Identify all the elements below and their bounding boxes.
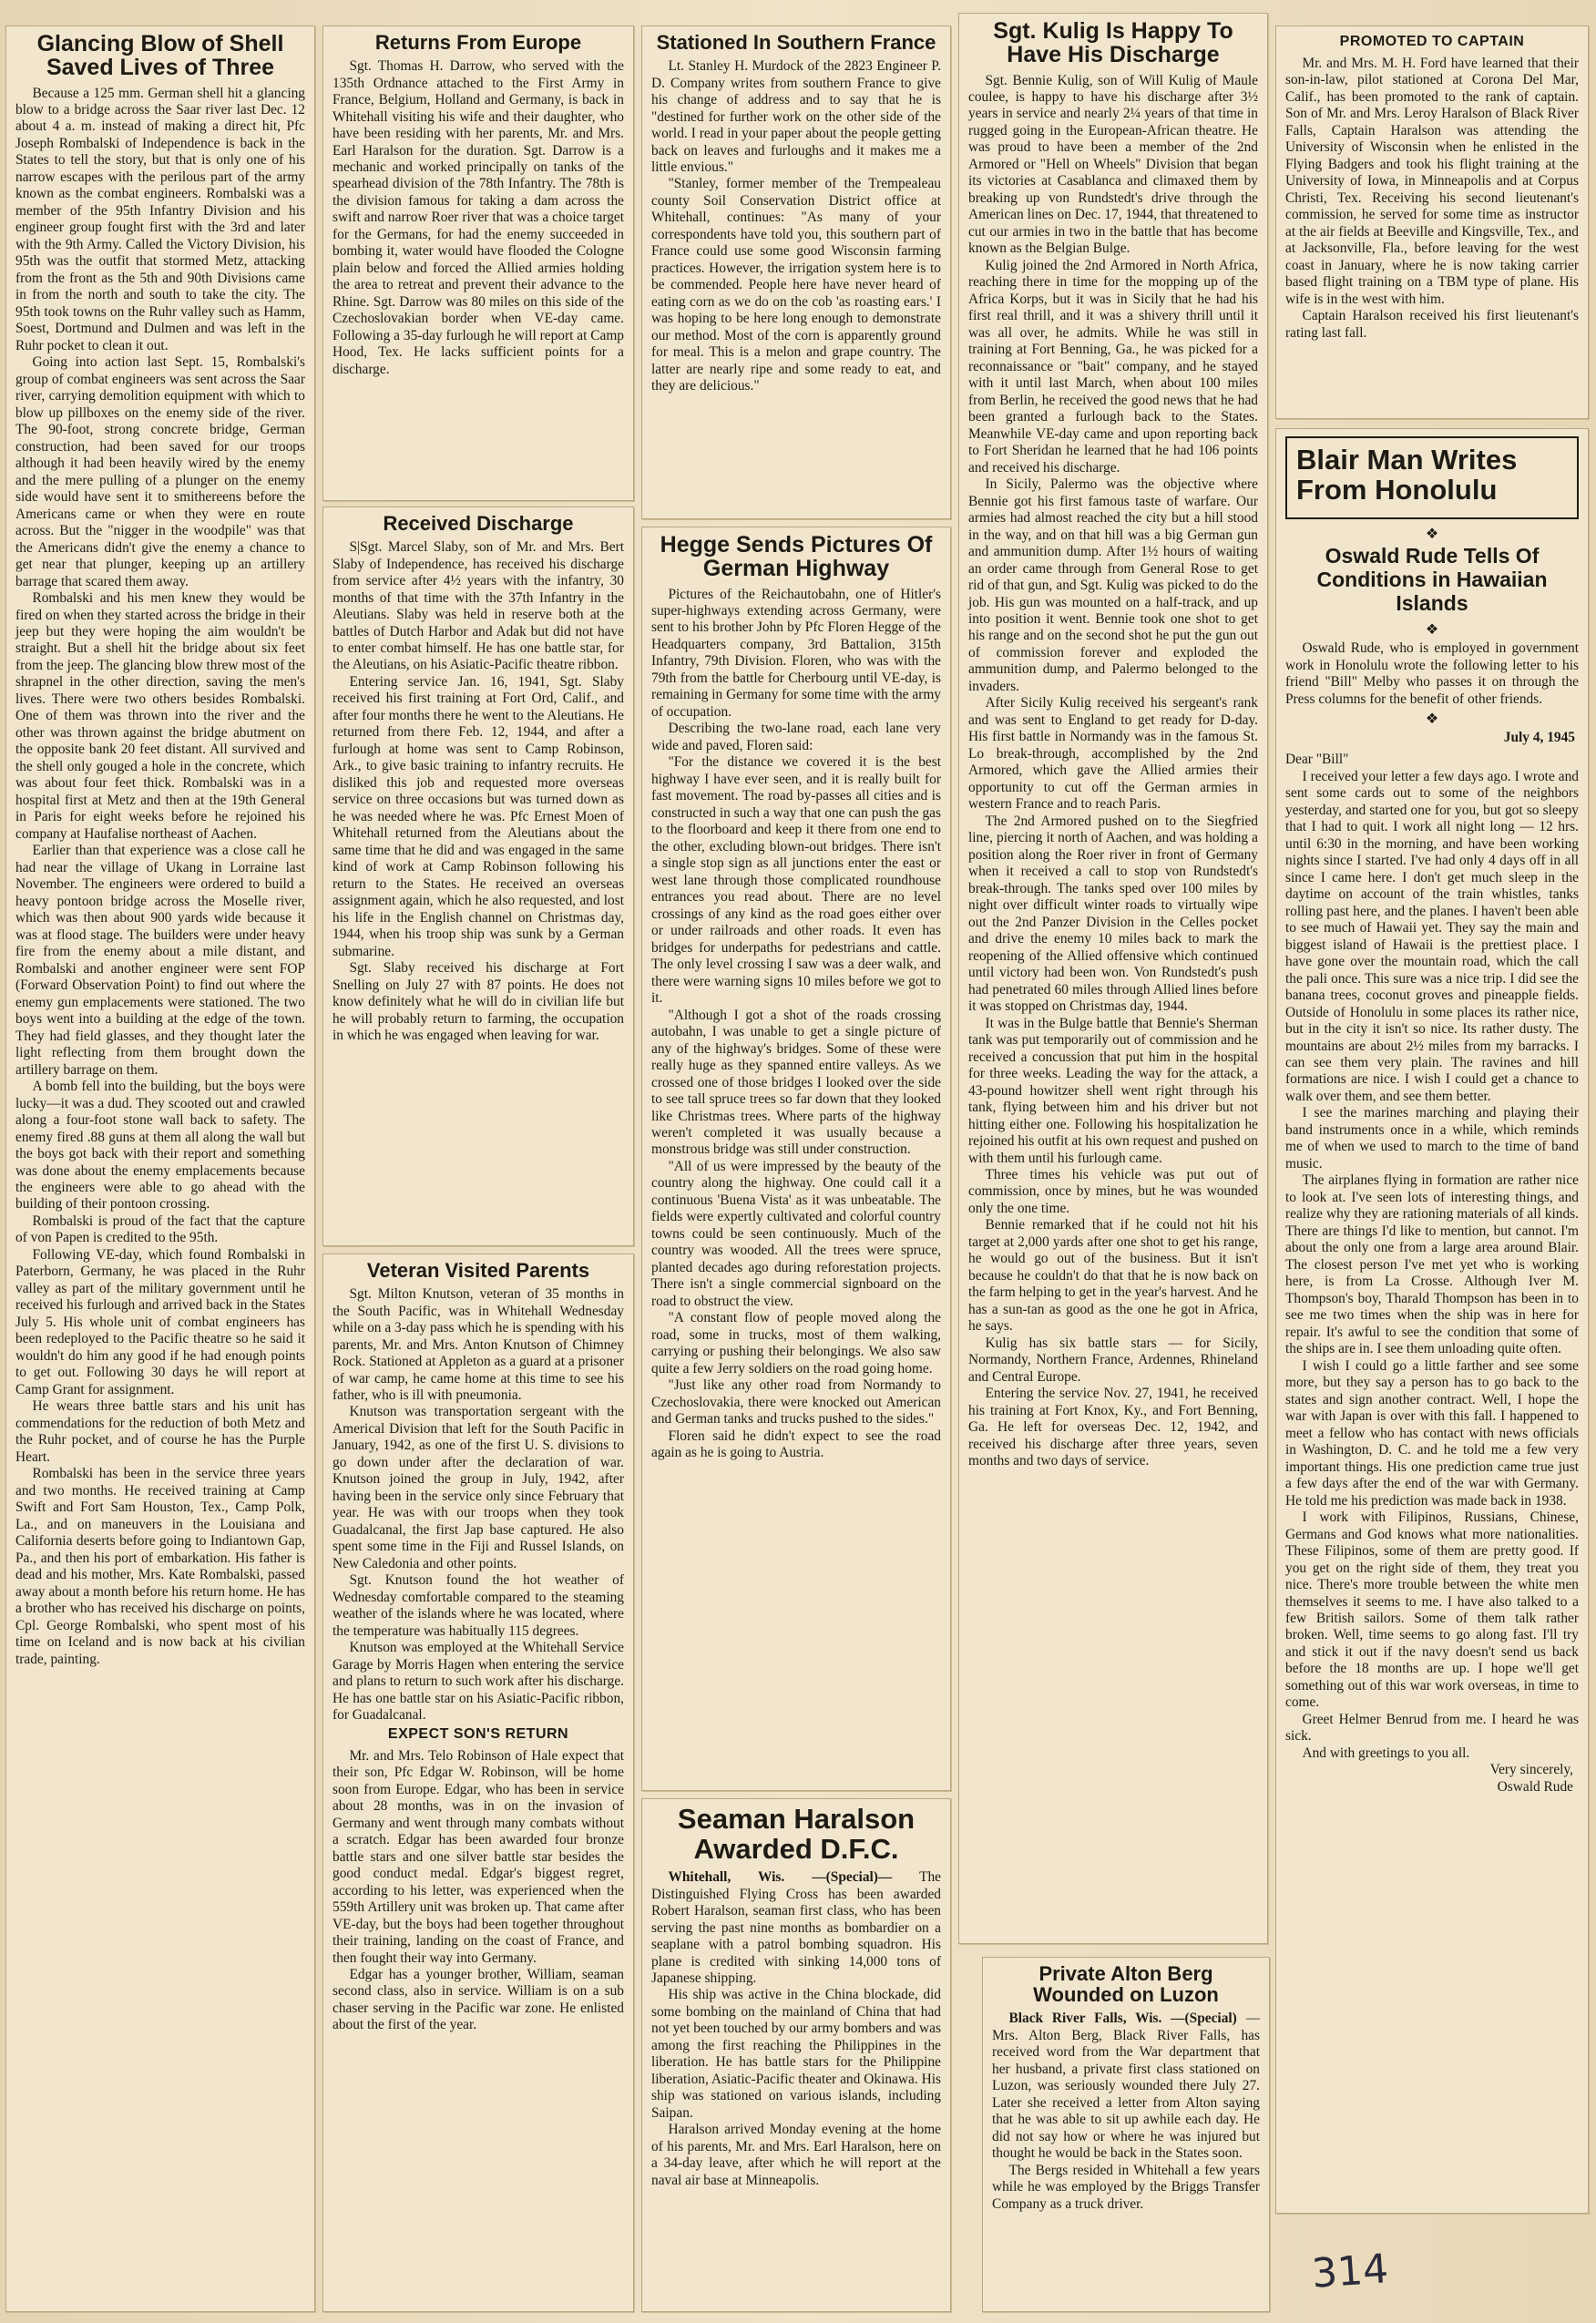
paragraph: Sgt. Thomas H. Darrow, who served with the 135th Ordnance attached to the First Army in France, Belgium, Holland and Germany, is back in Whitehall visiting his wife and their daughter, who have been residing with her parents, Mr. and Mrs. Earl Haralson for the duration. Sgt. Darrow is a mechanic and worked principally on tanks of the spearhead division of the 78th Infantry. The 78th is the division famous for taking a dam across the swift and narrow Roer river that was a choice target for the Germans, for had the enemy succeeded in bombing it, water would have flooded the Cologne plain below and forced the Allied armies holding the area to retreat and prevent their advance to the Rhine. Sgt. Darrow was 80 miles on this side of the Czechoslovakian border when VE-day came. Following a 35-day furlough he will report at Camp Hood, Tex. He lacks sufficient points for a discharge. — [332, 58, 624, 377]
paragraph: I received your letter a few days ago. I wrote and sent some cards out to some of the neighbors yesterday, and started one for you, but got so sleepy that I had to quit. I work all night long — 12 hrs. until 6:30 in the morning, and have been working nights since I started. I've had only 4 days off in all since I came here. I don't get much sleep in the daytime on account of the train whistles, tanks rolling past here, and the planes. I haven't been able to see much of Hawaii yet. They say the main and biggest island of Hawaii is the prettiest place. I have gone over the mountain road, which the call the pali once. This sure was a nice trip. I did see the banana trees, coconut groves and pineapple fields. Outside of Honolulu in some places its rather nice, but in the city it isn't so nice. Its rather dusty. The mountains are about 2½ miles from my barracks. I can see them very plain. The ravines and hill formations are nice. I wish I could get a chance to walk over them, and see them better. — [1285, 768, 1579, 1104]
paragraph: Edgar has a younger brother, William, seaman second class, also in service. William is on a sub chaser serving in the Pacific war zone. He enlisted about the first of the year. — [332, 1966, 624, 2033]
paragraph: I work with Filipinos, Russians, Chinese, Germans and God knows what more nationalities. These Filipinos, some of them are pretty good. If you get on the right side of them, they treat you nice. There's more trouble between the white men themselves it seems to me. I have also talked to a few British sailors. Some of them talk rather broken. Well, time seems to go along fast. I'll try and stick it out if the navy doesn't send us back before the 18 months are up. I hope we'll get something out of this war work overseas, in time to come. — [1285, 1509, 1579, 1711]
paragraph: Kulig joined the 2nd Armored in North Africa, reaching there in time for the mopping up of the Africa Korps, but it was in Sicily that he had his first real thrill, and it was a shivery thrill until it was all over, he admits. While he was still in training at Fort Benning, Ga., he was picked for a reconnaissance or "bait" company, and he stayed with it until last March, when about 100 miles from Berlin, he received the good news that he had been granted a furlough back to the States. Meanwhile VE-day came and upon reporting back to Fort Sheridan he learned that he had 106 points and received his discharge. — [968, 257, 1258, 476]
paragraph: Kulig has six battle stars — for Sicily, Normandy, Northern France, Ardennes, Rhineland and Central Europe. — [968, 1335, 1258, 1385]
paragraph — [651, 1869, 941, 1987]
paragraph-text: — Mrs. Alton Berg, Black River Falls, has received word from the War department that her husband, a private first class stationed on Luzon, was seriously wounded there July 27. Later she received a letter from Alton saying that he was able to sit up awhile each day. He did not say how or where he was injured but thought he would be back in the States soon. — [992, 2011, 1260, 2162]
paragraph: Greet Helmer Benrud from me. I heard he was sick. — [1285, 1711, 1579, 1745]
article-body — [1285, 56, 1579, 342]
signature: Oswald Rude — [1497, 1778, 1573, 1795]
article-sgt-kulig — [958, 13, 1268, 1944]
headline: Hegge Sends Pictures Of German Highway — [660, 532, 933, 582]
paragraph: Knutson was employed at the Whitehall Service Garage by Morris Hagen when entering the service and plans to return to such work after his discharge. He has one battle star on his Asiatic-Pacific ribbon, for Guadalcanal. — [332, 1640, 624, 1724]
paragraph: "For the distance we covered it is the best highway I have ever seen, and it is really built for fast movement. The road by-passes all cities and is constructed in such a way that one can push the gas to the floorboard and keep it there from one end to the other, excluding blown-out bridges. There isn't a single stop sign as all junctions enter the east or west lane through those complicated roundhouse entrances you read about. There are no level crossings of any kind as the road goes either over or under railroads and other roads. It even has bridges for underpaths for pedestrians and cattle. The only level crossing I saw was a deer walk, and there were warning signs 10 miles before we got to it. — [651, 754, 941, 1007]
paragraph: It was in the Bulge battle that Bennie's Sherman tank was put temporarily out of commission and he received a concussion that put him in the hospital for three weeks. Leading the way for the attack, a 43-pound howitzer shell went right through his tank, flying between him and his driver but not hitting either one. Following his hospitalization he rejoined his outfit at his own request and pushed on with them until his furlough came. — [968, 1015, 1258, 1166]
article-alton-berg — [982, 1957, 1270, 2312]
salutation: Dear "Bill" — [1285, 752, 1349, 768]
paragraph: "Although I got a shot of the roads crossing autobahn, I was unable to get a single picture of any of the highway's bridges. Some of these were really huge as they spanned entire valleys. As we crossed one of those bridges I looked over the side to see tall spruce trees so far down that they looked like Christmas trees. Where parts of the highway weren't completed it was usually because a monstrous bridge was still under construction. — [651, 1007, 941, 1158]
article-body — [651, 58, 941, 395]
paragraph: Sgt. Knutson found the hot weather of Wednesday comfortable compared to the steaming weather of the islands where he was located, where the temperature was habitually 115 degrees. — [332, 1572, 624, 1639]
headline: Private Alton Berg Wounded on Luzon — [1033, 1962, 1219, 2007]
dateline: Black River Falls, Wis. —(Special) — [1008, 2011, 1237, 2027]
headline: PROMOTED TO CAPTAIN — [1339, 34, 1525, 49]
handwritten-page-number: 314 — [1310, 2246, 1390, 2297]
paragraph: I wish I could go a little farther and see some more, but they say a person has to go back to the states and sign another contract. Well, I hope the war with Japan is over with this fall. I happened to meet a fellow who has contact with news officials in Washington, D. C. and he told me a few very important things. His one prediction came true just a few days after the end of the war with Germany. He told me his prediction was made back in 1938. — [1285, 1357, 1579, 1509]
subhead: EXPECT SON'S RETURN — [387, 1725, 569, 1742]
paragraph: Entering the service Nov. 27, 1941, he received his training at Fort Knox, Ky., and Fort Benning, Ga. He left for overseas Dec. 12, 1942, and received his discharge after three years, seven months and two days of service. — [968, 1386, 1258, 1469]
article-body — [332, 58, 624, 378]
paragraph: A bomb fell into the building, but the boys were lucky—it was a dud. They scooted out and crawled along a four-foot stone wall back to safety. The enemy fired .88 guns at them all along the wall but the boys got back with their report and something was done about the enemy emplacements because the engineers were able to go ahead with the building of their pontoon crossing. — [15, 1079, 305, 1213]
headline-box — [1285, 436, 1579, 519]
headline: Glancing Blow of Shell Saved Lives of Three — [36, 31, 284, 81]
article-stationed-southern-france — [641, 26, 951, 519]
headline: Blair Man Writes From Honolulu — [1296, 444, 1518, 506]
paragraph: Sgt. Bennie Kulig, son of Will Kulig of Maule coulee, is happy to have his discharge after 3½ years in service and nearly 2¼ years of that time in rugged going in the European-African theatre. He was proud to have been a member of the 2nd Armored or "Hell on Wheels" Division that began its victories at Casablanca and climaxed them by breaking up von Rundstedt's drive through the American lines on Dec. 17, 1944, that threatened to cut our armies in two in the battle that has become known as the Belgian Bulge. — [968, 72, 1258, 257]
ornament: ❖ — [1425, 527, 1439, 543]
paragraph: Sgt. Slaby received his discharge at Fort Snelling on July 27 with 87 points. He does not know definitely what he will do in civilian life but he will probably return to farming, the occupation in which he was engaged when leaving for war. — [332, 960, 624, 1044]
paragraph: Mr. and Mrs. Telo Robinson of Hale expect that their son, Pfc Edgar W. Robinson, will be home soon from Europe. Edgar, who has been in service about 28 months, was in on the invasion of Germany and went through many combats without a scratch. Edgar has been awarded four bronze battle stars and one silver battle star besides the good conduct medal. Edgar's biggest regret, according to his letter, was experienced when the 559th Artillery unit was broken up. That came after VE-day, but the boys had been together throughout their training, landing on the coast of France, and then fought their way into Germany. — [332, 1747, 624, 1966]
paragraph: Rombalski is proud of the fact that the capture of von Papen is credited to the 95th. — [15, 1213, 305, 1246]
paragraph: Describing the two-lane road, each lane very wide and paved, Floren said: — [651, 721, 941, 753]
paragraph: "A constant flow of people moved along the road, some in trucks, most of them walking, carrying or pushing their belongings. We also saw quite a few Jerry soldiers on the road going home. — [651, 1310, 941, 1376]
headline: Received Discharge — [383, 512, 574, 535]
dateline: Whitehall, Wis. —(Special)— — [668, 1869, 893, 1886]
letter-body — [1285, 752, 1579, 1762]
paragraph: Pictures of the Reichautobahn, one of Hitler's super-highways extending across Germany, were sent to his brother John by Pfc Floren Hegge of the Headquarters company, 3rd Battalion, 315th Infantry, 79th Division. Floren, who was with the 79th from the battle for Cherbourg until VE-day, is remaining in Germany for some time with the army of occupation. — [651, 586, 941, 720]
article-body-2 — [332, 1748, 624, 2034]
article-intro — [1285, 640, 1579, 708]
paragraph: Floren said he didn't expect to see the road again as he is going to Austria. — [651, 1428, 941, 1461]
headline: Veteran Visited Parents — [366, 1259, 590, 1282]
article-hegge-german-highway — [641, 527, 951, 1791]
paragraph: The airplanes flying in formation are rather nice to look at. I've seen lots of interesting things, and realize why they are rationing materials of all kinds. There are things I'd like to mention, but cannot. I'm about the only one from a large area around Blair. The closest person I've met yet who is working here, is from La Crosse. Although Iver M. Thompson's boy, Tharald Thompson has been in to see me two times when the ship was in here for repair. It's awful to see the condition that some of the ships are in. I see them unloading quite often. — [1285, 1172, 1579, 1357]
paragraph: After Sicily Kulig received his sergeant's rank and was sent to England to get ready for D-day. His first battle in Normandy was in the famous St. Lo break-through, accomplished by the 2nd Armored, which gave the Allied armies their opportunity to cut off the German armies in western France and to reach Paris. — [968, 695, 1258, 813]
paragraph: Because a 125 mm. German shell hit a glancing blow to a bridge across the Saar river last Dec. 12 about 4 a. m. instead of making a direct hit, Pfc Joseph Rombalski of Independence is back in the States to tell the story, but that is only one of his narrow escapes with the perilous part of the army known as the combat engineers. Rombalski was a member of the 95th Infantry Division and his engineer group fought first with the 3rd and later with the 9th Army. Called the Victory Division, his 95th was the outfit that stormed Metz, attacking from the front as the 5th and 90th Divisions came in from the north and south to take the city. The 95th took towns on the Ruhr valley such as Hamm, Soest, Dortmund and Dulmen and was left in the Ruhr pocket to clean it out. — [15, 85, 305, 353]
paragraph: Haralson arrived Monday evening at the home of his parents, Mr. and Mrs. Earl Haralson, here on a 34-day leave, after which he will report at the naval air base at Minneapolis. — [651, 2122, 941, 2188]
paragraph: In Sicily, Palermo was the objective where Bennie got his first famous taste of warfare. Our armies had almost reached the city but a hill stood in the way, and on that hill was a big German gun and ammunition dump. After 1½ hours of waiting an order came through from General Rose to get rid of that gun, and Sgt. Kulig was picked to do the job. His gun was mounted on a half-track, and up into position it went. Bennie took one shot to get his range and on the second shot he put the gun out of commission forever and exploded the ammunition dump, and Palermo belonged to the invaders. — [968, 476, 1258, 694]
article-returns-from-europe — [322, 26, 634, 501]
letter-date: July 4, 1945 — [1503, 730, 1575, 746]
article-body — [332, 539, 624, 1045]
ornament: ❖ — [1425, 711, 1439, 728]
paragraph: Oswald Rude, who is employed in government work in Honolulu wrote the following letter to his friend "Bill" Melby who passes it on through the Press columns for the benefit of other friends. — [1285, 640, 1579, 707]
paragraph: S|Sgt. Marcel Slaby, son of Mr. and Mrs. Bert Slaby of Independence, has received his discharge from service after 4½ years with the infantry, 30 months of that time with the 37th Infantry in the Aleutians. Slaby was held in reserve both at the battles of Dutch Harbor and Adak but did not have to enter combat himself. He has one battle star, for the Aleutians, on his Asiatic-Pacific theatre ribbon. — [332, 539, 624, 673]
paragraph: I see the marines marching and playing their band instruments once in a while, which reminds me of when we used to march to the time of band music. — [1285, 1105, 1579, 1172]
article-promoted-to-captain — [1275, 26, 1589, 419]
article-body — [15, 86, 305, 1669]
paragraph: His ship was active in the China blockade, did some bombing on the mainland of China that had not yet been touched by our army bombers and was among the first reaching the Philippines in the liberation. He has battle stars for the Philippine liberation, Asiatic-Pacific theater and Okinawa. His ship was stationed on various islands, including Saipan. — [651, 1987, 941, 2121]
headline: Sgt. Kulig Is Happy To Have His Discharge — [993, 18, 1233, 68]
article-body — [332, 1286, 624, 1724]
paragraph — [992, 2011, 1260, 2162]
paragraph: Going into action last Sept. 15, Rombalski's group of combat engineers was sent across the Saar river, carrying demolition equipment with which to blow up pillboxes on the enemy side of the river. The 90-foot, strong concrete bridge, German construction, had been saved for our troops although it had been heavily wired by the enemy and the mere pulling of a plunger on the enemy side would have sent it to smithereens before the Americans came or when they were en route across. But the "nigger in the woodpile" was that the Americans didn't give the enemy a chance to get near that plunger, keeping up an artillery barrage that scared them away. — [15, 354, 305, 589]
headline: Returns From Europe — [374, 31, 582, 54]
article-veteran-visited-parents — [322, 1254, 634, 2312]
article-blair-man-honolulu — [1275, 428, 1589, 2214]
paragraph: Earlier than that experience was a close call he had near the village of Ukang in Lorraine last November. The engineers were ordered to build a heavy pontoon bridge across the Moselle river, which was then about 900 yards wide because it was at flood stage. The builders were under heavy fire from the enemy about a mile distant, and Rombalski and another engineer were sent FOP (Forward Observation Point) to find out where the enemy gun emplacements were stationed. The two boys went into a building at the edge of the town. They had field glasses, and they thought later the light reflecting from them brought down the artillery barrage on them. — [15, 843, 305, 1078]
paragraph: "All of us were impressed by the beauty of the country along the highway. One could call it a continuous 'Buena Vista' as it was unbeatable. The fields were expertly cultivated and colorful country towns could be seen continuously. Much of the country was wooded. All the trees were spruce, planted decades ago during reforestation projects. There isn't a single commercial signboard on the road to obstruct the view. — [651, 1158, 941, 1309]
subhead: Oswald Rude Tells Of Conditions in Hawaiian Islands — [1316, 544, 1548, 615]
paragraph: Sgt. Milton Knutson, veteran of 35 months in the South Pacific, was in Whitehall Wednesday while on a 3-day pass which he is spending with his parents, Mr. and Mrs. Anton Knutson of Chimney Rock. Stationed at Appleton as a guard at a prisoner of war camp, he came home at this time to see his father, who is ill with pneumonia. — [332, 1286, 624, 1403]
paragraph: Lt. Stanley H. Murdock of the 2823 Engineer P. D. Company writes from southern France to give his change of address and to say that he is "destined for further work on the other side of the world. I read in your paper about the people getting back on leaves and furloughs and it makes me a little envious." — [651, 58, 941, 175]
paragraph: Rombalski and his men knew they would be fired on when they started across the bridge in their jeep but they were hoping the aim wouldn't be straight. But a shell hit the bridge about six feet from the jeep. The glancing blow threw most of the shrapnel in the other direction, saving the men's lives. There were two others besides Rombalski. One of them was thrown into the river and the other was thrown against the bridge abutment on the opposite bank 20 feet distant. All survived and the shell only gouged a hole in the concrete, which was about four feet thick. Rombalski was in a hospital first at Metz and then at the 19th General in Paris for eight weeks before he rejoined his company at Haufalise northeast of Aachen. — [15, 590, 305, 842]
paragraph: Mr. and Mrs. M. H. Ford have learned that their son-in-law, pilot stationed at Corona Del Mar, Calif., has been promoted to the rank of captain. Son of Mr. and Mrs. Leroy Haralson of Black River Falls, Captain Haralson was attending the University of Wisconsin when he enlisted in the Flying Badgers and took his flight training at the University of Iowa, in Minneapolis and at Corpus Christi, Tex. Receiving his second lieutenant's commission, he served for some time as instructor at the air fields at Beeville and Kingsville, Tex., and at Jacksonville, Fla., before leaving for the west coast in January, where he is now taking carrier based flight training on a TBM type of plane. His wife is in the west with him. — [1285, 56, 1579, 307]
paragraph: Knutson was transportation sergeant with the Americal Division that left for the South Pacific in January, 1942, as one of the first U. S. divisions to go down under after the declaration of war. Knutson joined the group in July, 1942, after having been in the service only since February that year. He was with our troops when they took Guadalcanal, the first Jap base captured. He also spent some time in the Fiji and Russel Islands, on New Caledonia and other points. — [332, 1404, 624, 1571]
paragraph: Captain Haralson received his first lieutenant's rating last fall. — [1285, 308, 1579, 341]
paragraph: The Bergs resided in Whitehall a few years while he was employed by the Briggs Transfer Company as a truck driver. — [992, 2162, 1260, 2212]
paragraph: "Just like any other road from Normandy to Czechoslovakia, there were knocked out American and German tanks and trucks pushed to the sides." — [651, 1377, 941, 1428]
article-body — [651, 1869, 941, 2189]
article-glancing-blow — [5, 26, 315, 2312]
paragraph: Bennie remarked that if he could not hit his target at 2,000 yards after one shot to get his range, he would go out of the business. But it isn't because he couldn't do that that he is now back on the farm helping to get in the year's harvest. And he has a sun-tan as good as the one he got in Africa, he says. — [968, 1217, 1258, 1335]
paragraph: "Stanley, former member of the Trempealeau county Soil Conservation District office at Whitehall, continues: "As many of your correspondents have told you, this southern part of France could use some good Wisconsin farming practices. However, the irrigation system here is to be commended. People here have never heard of eating corn as we do on the cob 'as roasting ears.' I was hoping to be here long enough to demonstrate our method. Most of the corn is apparently ground for meal. This is a melon and grape country. The latter are nearly ripe and some ready to eat, and they are delicious." — [651, 176, 941, 394]
article-seaman-haralson — [641, 1798, 951, 2312]
article-body — [651, 587, 941, 1462]
paragraph: And with greetings to you all. — [1302, 1745, 1470, 1761]
paragraph: Three times his vehicle was put out of commission, once by mines, but he was wounded only the one time. — [968, 1166, 1258, 1216]
headline: Stationed In Southern France — [656, 31, 936, 54]
article-body — [968, 73, 1258, 1470]
ornament: ❖ — [1425, 622, 1439, 639]
paragraph: He wears three battle stars and his unit has commendations for the reduction of both Metz and the Ruhr pocket, and of course he has the Purple Heart. — [15, 1398, 305, 1465]
closing: Very sincerely, — [1489, 1762, 1573, 1778]
article-body — [992, 2011, 1260, 2213]
headline: Seaman Haralson Awarded D.F.C. — [677, 1803, 916, 1865]
paragraph: Rombalski has been in the service three years and two months. He received training at Camp Swift and Fort Sam Houston, Tex., Camp Polk, La., and on maneuvers in the Louisiana and California deserts before going to Indiantown Gap, Pa., and then his port of embarkation. His father is dead and his mother, Mrs. Kate Rombalski, passed away about a month before his return home. He has a brother who has received his discharge on points, Cpl. George Rombalski, who spent most of his time on Iceland and is now back at his civilian trade, painting. — [15, 1466, 305, 1667]
paragraph: The 2nd Armored pushed on to the Siegfried line, piercing it north of Aachen, and was holding a position along the Roer river in front of Germany when it received a call to stop von Rundstedt's break-through. The tanks sped over 100 miles by night over difficult winter roads to virtually wipe out the 2nd Panzer Division in the Celles pocket and drive the enemy 10 miles back to mark the reopening of the Allied offensive which continued until victory had been won. Von Rundstedt's push had penetrated 60 miles through Allied lines before it was stopped on Christmas day, 1944. — [968, 813, 1258, 1015]
article-received-discharge — [322, 507, 634, 1246]
paragraph-text: The Distinguished Flying Cross has been awarded Robert Haralson, seaman first class, who has been serving the past nine months as bombardier on a seaplane with a patrol bombing squadron. His plane is credited with sinking 14,000 tons of Japanese shipping. — [651, 1869, 941, 1986]
paragraph: Following VE-day, which found Rombalski in Paterborn, Germany, he was placed in the Ruhr valley as part of the military government until he received his furlough and arrived back in the States July 5. His whole unit of combat engineers has been redeployed to the Pacific theatre so he said it wouldn't do him any good if he had enough points to get out. Following 30 days he will report at Camp Grant for assignment. — [15, 1246, 305, 1397]
paragraph: Entering service Jan. 16, 1941, Sgt. Slaby received his first training at Fort Ord, Calif., and after four months there he went to the Aleutians. He returned from there Feb. 12, 1944, and after a furlough at home was sent to Camp Robinson, Ark., to give basic training to infantry recruits. He disliked this job and requested more overseas service on three occasions but was turned down as he was needed where he was. Pfc Ernest Moen of Whitehall returned from the Aleutians about the same time that he did and was engaged in the same kind of work at Camp Robinson following his return to the States. He received an overseas assignment again, which he also requested, and lost his life in the English channel on Christmas day, 1944, when his troop ship was sunk by a German submarine. — [332, 673, 624, 959]
